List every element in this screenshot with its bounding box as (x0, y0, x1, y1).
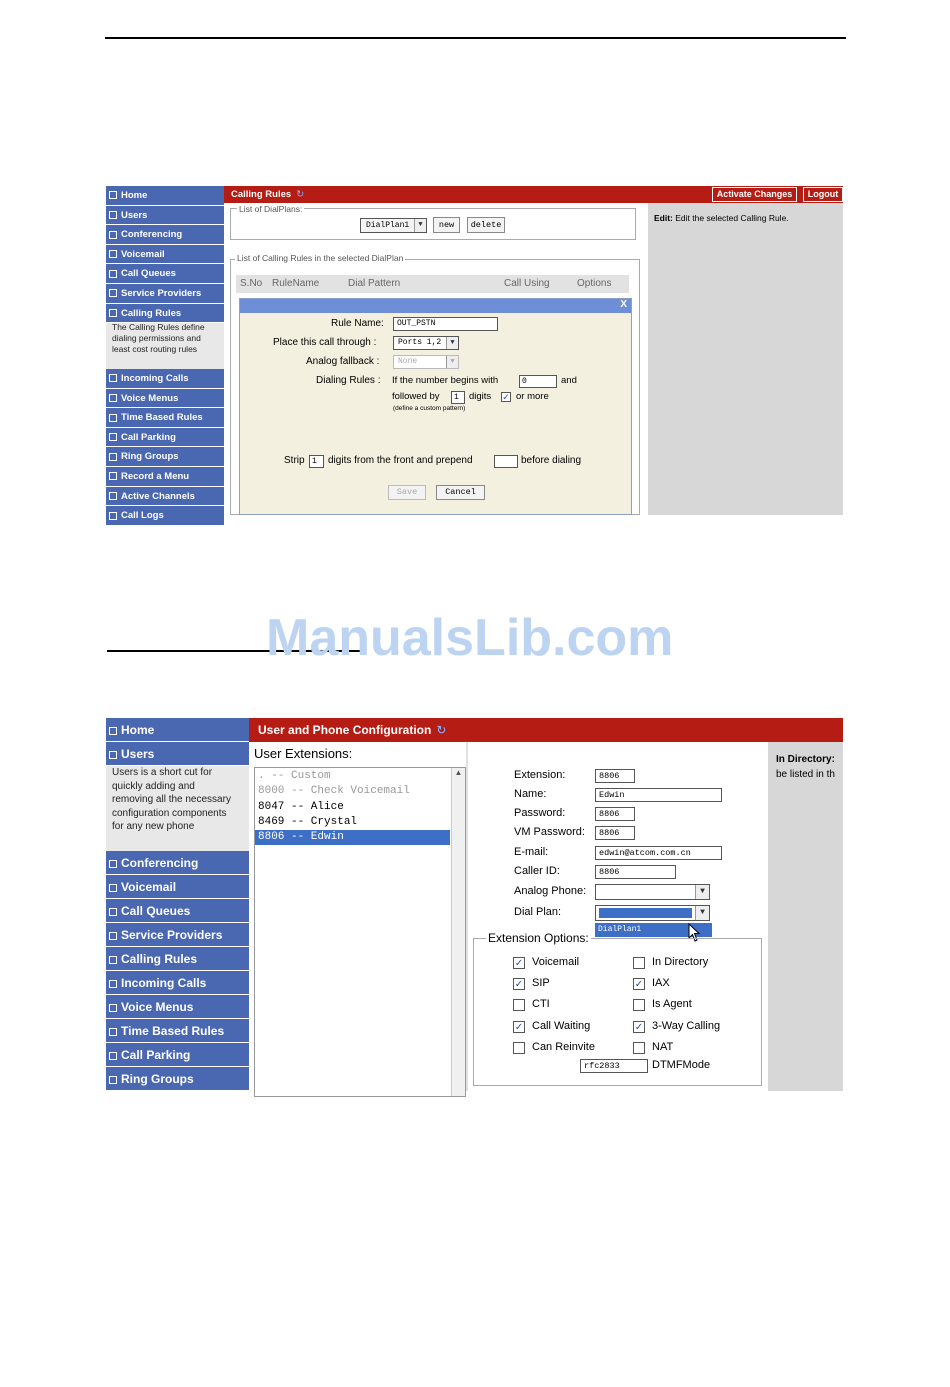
sidebar-item-label: Calling Rules (121, 952, 198, 966)
begins-with-text: If the number begins with (392, 375, 499, 386)
nav-bullet-icon (109, 309, 117, 317)
option-checkbox[interactable] (513, 1042, 525, 1054)
sidebar-item[interactable] (106, 899, 249, 923)
activate-changes-button[interactable]: Activate Changes (712, 187, 797, 202)
sidebar-item-label: Incoming Calls (121, 373, 189, 384)
list-item[interactable]: 8469 -- Crystal (258, 815, 358, 828)
sidebar-item-label: Time Based Rules (121, 412, 203, 424)
sidebar-description: The Calling Rules define dialing permissions and least cost routing rules (112, 322, 205, 354)
sidebar-item-label: Active Channels (121, 490, 195, 502)
nav-bullet-icon (109, 751, 117, 759)
sidebar-item[interactable] (106, 971, 249, 995)
sidebar-item-label: Home (121, 190, 148, 201)
dialing-rules-label: Dialing Rules : (316, 375, 381, 386)
extension-options-legend: Extension Options: (488, 931, 589, 945)
rule-name-label: Rule Name: (331, 318, 384, 329)
sidebar-item[interactable] (106, 408, 224, 428)
prepend-input[interactable] (494, 455, 518, 468)
sidebar-item-label: Home (121, 723, 155, 737)
begins-with-input[interactable]: 0 (519, 375, 557, 388)
sidebar-description: Users is a short cut for quickly adding and removing all the necessary configuration components for any new phone (112, 767, 231, 832)
sidebar-item[interactable] (106, 264, 224, 284)
digits-front-text: digits from the front and prepend (328, 455, 473, 466)
sidebar-item-label: Service Providers (121, 288, 202, 299)
nav-bullet-icon (109, 231, 117, 239)
extension-input[interactable]: 8806 (595, 769, 635, 783)
title-bar (249, 718, 843, 742)
sidebar-item-label: Call Logs (121, 510, 164, 522)
sidebar-item[interactable] (106, 742, 249, 766)
sidebar-item-label: Conferencing (121, 856, 199, 870)
chevron-down-icon: ▼ (695, 906, 709, 920)
nav-bullet-icon (109, 374, 117, 382)
strip-text: Strip (284, 455, 305, 466)
analog-phone-label: Analog Phone: (514, 885, 587, 897)
list-item[interactable]: 8000 -- Check Voicemail (258, 785, 410, 798)
nav-bullet-icon (109, 1028, 117, 1036)
help-panel (648, 203, 843, 515)
sidebar-item[interactable] (106, 389, 224, 409)
followed-by-input[interactable]: 1 (451, 391, 465, 404)
dial-plan-option[interactable]: DialPlan1 (595, 923, 712, 937)
nav-bullet-icon (109, 908, 117, 916)
option-checkbox[interactable] (633, 999, 645, 1011)
save-button[interactable]: Save (388, 485, 426, 500)
option-label: Call Waiting (532, 1019, 591, 1032)
edit-rule-dialog (239, 298, 632, 515)
sidebar-item[interactable] (106, 304, 224, 324)
name-label: Name: (514, 788, 547, 800)
custom-pattern-link[interactable]: (define a custom pattern) (393, 405, 466, 412)
chevron-down-icon: ▼ (695, 885, 709, 899)
option-label: IAX (652, 977, 670, 990)
sidebar-item-label: Call Queues (121, 268, 176, 280)
nav-bullet-icon (109, 956, 117, 964)
sidebar-item[interactable] (106, 923, 249, 947)
sidebar-item-label: Ring Groups (121, 1072, 194, 1086)
scrollbar[interactable] (451, 768, 465, 1096)
email-label: E-mail: (514, 846, 549, 858)
nav-bullet-icon (109, 394, 117, 402)
user-extensions-label: User Extensions: (254, 746, 353, 761)
name-input[interactable]: Edwin (595, 788, 722, 802)
nav-bullet-icon (109, 727, 117, 735)
sidebar-item-label: Voicemail (121, 880, 177, 894)
close-icon[interactable]: X (620, 299, 627, 310)
list-item[interactable]: 8806 -- Edwin (255, 830, 450, 845)
sidebar-item[interactable] (106, 1019, 249, 1043)
dial-plan-label: Dial Plan: (514, 906, 562, 918)
chevron-up-icon[interactable]: ▲ (454, 768, 463, 777)
page-title: User and Phone Configuration (258, 723, 432, 737)
sidebar-item-label: Voicemail (121, 248, 165, 260)
option-checkbox[interactable]: ✓ (514, 1021, 524, 1033)
column-header: RuleName (272, 278, 320, 289)
option-label: CTI (532, 998, 550, 1011)
option-label: NAT (652, 1040, 674, 1053)
password-label: Password: (514, 807, 566, 819)
before-dialing-text: before dialing (521, 455, 582, 466)
option-checkbox[interactable] (633, 957, 645, 969)
sidebar-item[interactable] (106, 487, 224, 507)
rules-table-header (236, 275, 629, 293)
delete-button[interactable]: delete (467, 217, 505, 233)
or-more-text: or more (516, 391, 549, 402)
dial-plan-select[interactable] (595, 905, 710, 921)
sidebar-item[interactable] (106, 428, 224, 448)
sidebar-item[interactable] (106, 947, 249, 971)
sidebar-item-label: Incoming Calls (121, 976, 207, 990)
sidebar-item[interactable] (106, 875, 249, 899)
dialplans-legend: List of DialPlans: (239, 204, 303, 214)
sidebar (106, 718, 249, 1091)
watermark: ManualsLib.com (266, 609, 674, 667)
option-checkbox[interactable]: ✓ (634, 979, 644, 991)
and-text: and (561, 375, 577, 386)
caller-id-input[interactable]: 8806 (595, 865, 676, 879)
place-call-label: Place this call through : (273, 337, 377, 348)
nav-bullet-icon (109, 453, 117, 461)
user-phone-config-screenshot (106, 718, 843, 1091)
nav-bullet-icon (109, 492, 117, 500)
list-item[interactable]: . -- Custom (258, 770, 331, 782)
option-label: In Directory (652, 956, 709, 968)
analog-fallback-select[interactable]: None ▼ (393, 355, 459, 369)
help-title: Edit: (654, 213, 673, 223)
analog-phone-select[interactable] (595, 884, 710, 900)
sidebar (106, 186, 224, 522)
option-checkbox[interactable] (633, 1042, 645, 1054)
nav-bullet-icon (109, 860, 117, 868)
chevron-down-icon: ▼ (446, 337, 458, 349)
nav-bullet-icon (109, 250, 117, 258)
caller-id-label: Caller ID: (514, 865, 560, 877)
sidebar-item[interactable] (106, 369, 224, 389)
chevron-down-icon: ▼ (446, 356, 458, 368)
rule-name-input[interactable]: OUT_PSTN (393, 317, 498, 331)
strip-input[interactable]: 1 (309, 455, 324, 468)
sidebar-item-label: Voice Menus (121, 392, 179, 404)
sidebar-item-label: Users (121, 747, 155, 761)
nav-bullet-icon (109, 472, 117, 480)
calling-rules-screenshot (106, 186, 843, 522)
rules-legend: List of Calling Rules in the selected DialPlan (237, 253, 404, 263)
sidebar-item[interactable] (106, 447, 224, 467)
option-checkbox[interactable]: ✓ (634, 1021, 644, 1033)
help-panel (768, 742, 843, 1091)
dialplan-select[interactable]: DialPlan1 ▼ (360, 218, 427, 233)
option-label: Can Reinvite (532, 1040, 595, 1053)
nav-bullet-icon (109, 211, 117, 219)
dtmf-mode-input[interactable]: rfc2833 (580, 1059, 648, 1073)
nav-bullet-icon (109, 980, 117, 988)
sidebar-item-label: Conferencing (121, 229, 183, 241)
page-title: Calling Rules (231, 189, 292, 200)
sidebar-item[interactable] (106, 206, 224, 226)
nav-bullet-icon (109, 191, 117, 199)
option-checkbox[interactable]: ✓ (514, 979, 524, 991)
sidebar-item[interactable] (106, 245, 224, 265)
refresh-icon[interactable]: ↻ (296, 189, 305, 200)
column-header: S.No (240, 278, 263, 289)
sidebar-item-label: Record a Menu (121, 471, 190, 482)
sidebar-item[interactable] (106, 995, 249, 1019)
vm-password-input[interactable]: 8806 (595, 826, 635, 840)
sidebar-item[interactable] (106, 284, 224, 304)
option-checkbox[interactable] (513, 999, 525, 1011)
cancel-button[interactable]: Cancel (436, 485, 485, 500)
nav-bullet-icon (109, 1076, 117, 1084)
digits-text: digits (469, 391, 492, 402)
logout-button[interactable]: Logout (803, 187, 843, 202)
option-label: Is Agent (652, 998, 692, 1011)
sidebar-item-label: Voice Menus (121, 1000, 194, 1014)
sidebar-item[interactable] (106, 718, 249, 742)
sidebar-item-label: Call Parking (121, 431, 176, 443)
extension-label: Extension: (514, 769, 566, 781)
list-item[interactable]: 8047 -- Alice (258, 800, 344, 813)
nav-bullet-icon (109, 1052, 117, 1060)
help-title: In Directory: (776, 754, 835, 765)
sidebar-item[interactable] (106, 225, 224, 245)
sidebar-item[interactable] (106, 851, 249, 875)
sidebar-item-label: Call Parking (121, 1048, 191, 1062)
sidebar-item-label: Ring Groups (121, 451, 179, 463)
nav-bullet-icon (109, 270, 117, 278)
option-label: SIP (532, 977, 550, 990)
nav-bullet-icon (109, 414, 117, 422)
sidebar-item-label: Call Queues (121, 904, 191, 918)
refresh-icon[interactable]: ↻ (436, 723, 447, 737)
nav-bullet-icon (109, 884, 117, 892)
extensions-list[interactable] (254, 767, 466, 1097)
sidebar-item-label: Service Providers (121, 928, 223, 942)
sidebar-item-label: Users (121, 209, 148, 221)
column-header: Dial Pattern (348, 278, 401, 289)
place-call-select[interactable]: Ports 1,2 ▼ (393, 336, 459, 350)
sidebar-item-label: Calling Rules (121, 307, 182, 319)
help-text: be listed in th (776, 769, 835, 780)
option-label: 3-Way Calling (652, 1019, 721, 1032)
sidebar-item[interactable] (106, 467, 224, 487)
nav-bullet-icon (109, 289, 117, 297)
dialog-titlebar (240, 299, 631, 313)
new-button[interactable]: new (433, 217, 460, 233)
top-rule (105, 37, 846, 39)
nav-bullet-icon (109, 932, 117, 940)
followed-by-text: followed by (392, 391, 440, 402)
chevron-down-icon: ▼ (414, 219, 426, 232)
help-text: Edit the selected Calling Rule. (675, 213, 789, 223)
sidebar-item[interactable] (106, 186, 224, 206)
password-input[interactable]: 8806 (595, 807, 635, 821)
sidebar-item[interactable] (106, 506, 224, 526)
email-input[interactable]: edwin@atcom.com.cn (595, 846, 722, 860)
nav-bullet-icon (109, 1004, 117, 1012)
nav-bullet-icon (109, 512, 117, 520)
column-header: Options (577, 278, 612, 289)
sidebar-item-label: Time Based Rules (121, 1024, 225, 1038)
column-header: Call Using (504, 278, 550, 289)
sidebar-item[interactable] (106, 1043, 249, 1067)
option-checkbox[interactable]: ✓ (514, 958, 524, 969)
dtmf-mode-label: DTMFMode (652, 1059, 711, 1071)
sidebar-item[interactable] (106, 1067, 249, 1091)
nav-bullet-icon (109, 433, 117, 441)
or-more-checkbox[interactable]: ✓ (502, 392, 510, 402)
option-label: Voicemail (532, 956, 580, 968)
vm-password-label: VM Password: (514, 826, 585, 838)
analog-fallback-label: Analog fallback : (306, 356, 380, 367)
